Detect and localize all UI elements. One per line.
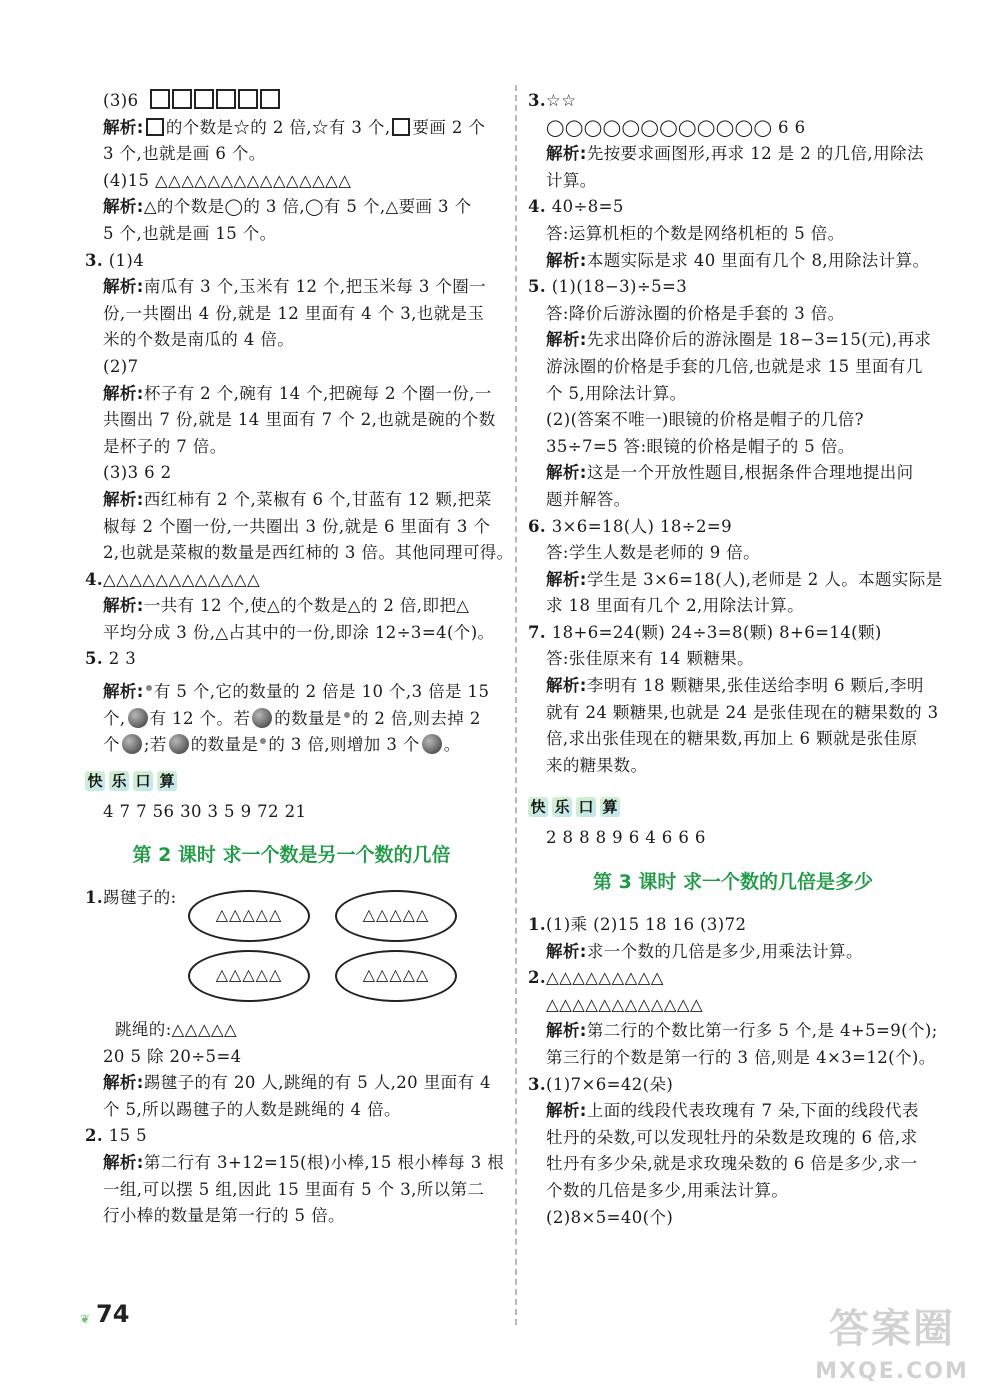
line: 35÷7=5 答:眼镜的价格是帽子的 5 倍。: [546, 436, 855, 456]
apple-icon: [146, 685, 152, 691]
line: 一组,可以摆 5 组,因此 15 里面有 5 个 3,所以第二: [103, 1179, 485, 1199]
question-1: 1.(1)乘 (2)15 18 16 (3)72: [528, 915, 747, 935]
line: 牡丹有多少朵,就是求玫瑰朵数的 6 倍是多少,求一: [546, 1154, 918, 1174]
line: 就有 24 颗糖果,也就是 24 是张佳现在的糖果数的 3: [546, 702, 939, 722]
kuai-le-kou-suan-badge: [85, 769, 498, 793]
line: 牡丹的朵数,可以发现牡丹的朵数是玫瑰的 6 倍,求: [546, 1127, 918, 1147]
oval-group: △△△△△: [188, 950, 310, 1002]
badge-char: 算: [600, 797, 620, 817]
line: (3)6: [103, 88, 498, 115]
right-column: [528, 88, 943, 1231]
line: 个, 有 12 个。若 的数量是 的 2 倍,则去掉 2: [103, 708, 481, 728]
kuai-le-kou-suan-badge: [528, 795, 938, 819]
line: 个数的几倍是多少,用乘法计算。: [546, 1180, 789, 1200]
line: (2)8×5=40(个): [546, 1207, 674, 1227]
badge-char: 快: [528, 797, 548, 817]
explanation: 解析:学生是 3×6=18(人),老师是 2 人。本题实际是: [546, 569, 943, 589]
column-divider: [515, 85, 517, 1325]
badge-char: 乐: [552, 797, 572, 817]
line: 平均分成 3 份,△占其中的一份,即涂 12÷3=4(个)。: [103, 622, 495, 642]
apple-icon: [344, 712, 350, 718]
line: (4)15 △△△△△△△△△△△△△△△: [103, 170, 352, 190]
badge-char: 算: [157, 771, 177, 791]
square-icon: [150, 89, 170, 109]
explanation: 解析:踢毽子的有 20 人,跳绳的有 5 人,20 里面有 4: [103, 1073, 491, 1093]
pomegranate-icon: [122, 734, 142, 754]
line: 题并解答。: [546, 489, 631, 509]
oval-groups: [103, 905, 498, 1047]
explanation: 解析:第二行的个数比第一行多 5 个,是 4+5=9(个);: [546, 1021, 938, 1041]
watermark-url: MXQE.COM: [815, 1359, 969, 1384]
question-4: 4.△△△△△△△△△△△△: [85, 569, 261, 589]
line: 椒每 2 个圈一份,一共圈出 3 份,就是 6 里面有 3 个: [103, 516, 491, 536]
oval-group: △△△△△: [188, 890, 310, 942]
explanation: 解析:本题实际是求 40 里面有几个 8,用除法计算。: [546, 250, 930, 270]
badge-char: 口: [133, 771, 153, 791]
explanation: 解析:△的个数是◯的 3 倍,◯有 5 个,△要画 3 个: [103, 197, 472, 217]
explanation: 解析:上面的线段代表玫瑰有 7 朵,下面的线段代表: [546, 1101, 919, 1121]
line: 共圈出 7 份,就是 14 里面有 7 个 2,也就是碗的个数: [103, 410, 496, 430]
badge-char: 口: [576, 797, 596, 817]
line: 答:运算机柜的个数是网络机柜的 5 倍。: [546, 223, 845, 243]
line: 个 5,用除法计算。: [546, 383, 687, 403]
explanation: 解析:第二行有 3+12=15(根)小棒,15 根小棒每 3 根: [103, 1153, 505, 1172]
section-title-lesson-3: 第 3 课时 求一个数的几倍是多少: [592, 871, 874, 894]
line: 跳绳的:△△△△△: [115, 1020, 238, 1040]
square-icon: [216, 89, 236, 109]
line: 行小棒的数量是第一行的 5 倍。: [103, 1206, 345, 1226]
page-number: 74: [96, 1300, 130, 1328]
line: 答:降价后游泳圈的价格是手套的 3 倍。: [546, 303, 845, 323]
line: 20 5 除 20÷5=4: [103, 1046, 242, 1066]
mental-math-answers: 4 7 7 56 30 3 5 9 72 21: [103, 801, 307, 821]
explanation: 解析:求一个数的几倍是多少,用乘法计算。: [546, 941, 863, 961]
pomegranate-icon: [128, 708, 148, 728]
line: 个 ;若 的数量是 的 3 倍,则增加 3 个 。: [103, 735, 461, 755]
line: (2)(答案不唯一)眼镜的价格是帽子的几倍?: [546, 410, 864, 430]
question-5: 5. 2 3: [85, 649, 137, 669]
watermark: [792, 1300, 992, 1396]
line: 第三行的个数是第一行的 3 倍,则是 4×3=12(个)。: [546, 1048, 936, 1067]
mental-math-answers: 2 8 8 8 9 6 4 6 6 6: [546, 828, 706, 848]
oval-group: △△△△△: [335, 950, 457, 1002]
line: (3)3 6 2: [103, 463, 172, 483]
question-6: 6. 3×6=18(人) 18÷2=9: [528, 516, 732, 536]
question-3: 3. (1)4: [85, 250, 145, 270]
pomegranate-icon: [422, 734, 442, 754]
line: 米的个数是南瓜的 4 倍。: [103, 330, 295, 350]
badge-char: 乐: [109, 771, 129, 791]
line: △△△△△△△△△△△△: [546, 994, 704, 1014]
square-icon: [238, 89, 258, 109]
question-1: 1.踢毽子的:: [85, 888, 177, 908]
line: 份,一共圈出 4 份,就是 12 里面有 4 个 3,也就是玉: [103, 303, 485, 323]
line: 2,也就是菜椒的数量是西红柿的 3 倍。其他同理可得。: [103, 543, 514, 563]
question-4: 4. 40÷8=5: [528, 197, 624, 217]
line: ◯◯◯◯◯◯◯◯◯◯◯◯ 6 6: [546, 117, 806, 137]
left-column: [85, 88, 514, 1230]
pomegranate-icon: [169, 734, 189, 754]
question-3: 3.(1)7×6=42(朵): [528, 1074, 674, 1094]
explanation: 解析:一共有 12 个,使△的个数是△的 2 倍,即把△: [103, 596, 470, 616]
explanation: 解析:杯子有 2 个,碗有 14 个,把碗每 2 个圈一份,一: [103, 383, 492, 403]
line: 计算。: [546, 170, 597, 190]
explanation: 解析:南瓜有 3 个,玉米有 12 个,把玉米每 3 个圈一: [103, 277, 487, 297]
line: (2)7: [103, 356, 139, 376]
section-title-lesson-2: 第 2 课时 求一个数是另一个数的几倍: [132, 844, 451, 867]
pomegranate-icon: [252, 708, 272, 728]
watermark-logo: 答案圈: [829, 1306, 955, 1352]
line: 求 18 里面有几个 2,用除法计算。: [546, 596, 805, 616]
line: 答:学生人数是老师的 9 倍。: [546, 543, 761, 563]
square-icon: [194, 89, 214, 109]
explanation: 解析: 有 5 个,它的数量的 2 倍是 10 个,3 倍是 15: [103, 682, 490, 702]
apple-icon: [260, 738, 266, 744]
line: 游泳圈的价格是手套的几倍,也就是求 15 里面有几: [546, 356, 923, 376]
explanation: 解析:西红柿有 2 个,菜椒有 6 个,甘蓝有 12 颗,把菜: [103, 489, 492, 509]
question-3: 3.☆☆: [528, 91, 577, 110]
square-icon: [260, 89, 280, 109]
line: 答:张佳原来有 14 颗糖果。: [546, 649, 755, 669]
line: 3 个,也就是画 6 个。: [103, 144, 266, 164]
explanation: 解析:这是一个开放性题目,根据条件合理地提出问: [546, 463, 914, 483]
square-icon: [392, 118, 410, 136]
line: 来的糖果数。: [546, 755, 648, 775]
leaf-decoration-icon: ❦: [80, 1312, 91, 1326]
explanation: 解析:先按要求画图形,再求 12 是 2 的几倍,用除法: [546, 144, 924, 164]
question-7: 7. 18+6=24(颗) 24÷3=8(颗) 8+6=14(颗): [528, 622, 882, 642]
square-icon: [146, 118, 164, 136]
question-2: 2. 15 5: [85, 1126, 148, 1146]
badge-char: 快: [85, 771, 105, 791]
line: 个 5,所以踢毽子的人数是跳绳的 4 倍。: [103, 1099, 401, 1119]
line: 5 个,也就是画 15 个。: [103, 223, 277, 243]
square-icon: [172, 89, 192, 109]
line: 倍,求出张佳现在的糖果数,再加上 6 颗就是张佳原: [546, 729, 918, 749]
line: 是杯子的 7 倍。: [103, 436, 227, 456]
explanation: 解析:先求出降价后的游泳圈是 18−3=15(元),再求: [546, 330, 932, 350]
explanation: 解析: 的个数是☆的 2 倍,☆有 3 个, 要画 2 个: [103, 117, 486, 137]
question-2: 2.△△△△△△△△△: [528, 968, 664, 988]
explanation: 解析:李明有 18 颗糖果,张佳送给李明 6 颗后,李明: [546, 676, 924, 696]
question-5: 5. (1)(18−3)÷5=3: [528, 277, 688, 297]
oval-group: △△△△△: [335, 890, 457, 942]
